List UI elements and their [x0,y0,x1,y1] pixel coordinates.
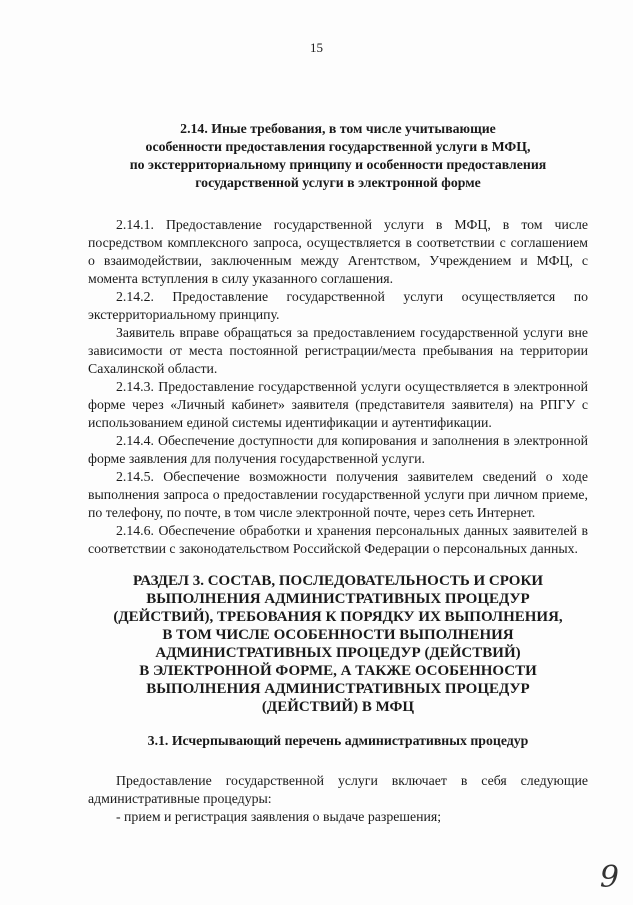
heading-line: 2.14. Иные требования, в том числе учитывающие [180,121,496,136]
section-line: РАЗДЕЛ 3. СОСТАВ, ПОСЛЕДОВАТЕЛЬНОСТЬ И СРОКИ [132,573,544,589]
paragraph: 2.14.2. Предоставление государственной услуги осуществляется по экстерриториальному принципу. [88,289,588,322]
paragraph: Предоставление государственной услуги включает в себя следующие административные процедуры: [88,773,588,806]
section-line: ВЫПОЛНЕНИЯ АДМИНИСТРАТИВНЫХ ПРОЦЕДУР [146,591,530,607]
paragraph: 2.14.3. Предоставление государственной услуги осуществляется в электронной форме через «Личный кабинет» заявителя (представителя заявителя) на РПГУ с использованием единой системы идентификации и аутентификации. [88,379,588,430]
page-number: 15 [310,40,323,55]
section-line: (ДЕЙСТВИЙ), ТРЕБОВАНИЯ К ПОРЯДКУ ИХ ВЫПОЛНЕНИЯ, [113,609,563,625]
heading-line: особенности предоставления государственной услуги в МФЦ, [145,139,531,154]
section-line: (ДЕЙСТВИЙ) В МФЦ [261,699,415,715]
section-3-title [88,572,588,716]
paragraph: Заявитель вправе обращаться за предоставлением государственной услуги вне зависимости от места постоянной регистрации/места пребывания на территории Сахалинской области. [88,325,588,376]
handwritten-page-mark: 9 [599,860,619,895]
body-text-section-3 [88,772,588,826]
subsection-heading-2-14 [88,120,588,192]
body-text [88,216,588,558]
paragraph: 2.14.1. Предоставление государственной услуги в МФЦ, в том числе посредством комплексного запроса, осуществляется в соответствии с соглашением о взаимодействии, заключенным между Агентством, Учреждением и МФЦ, с момента вступления в силу указанного соглашения. [88,217,588,286]
section-line: АДМИНИСТРАТИВНЫХ ПРОЦЕДУР (ДЕЙСТВИЙ) [155,645,521,661]
subsection-3-1-title: 3.1. Исчерпывающий перечень административных процедур [147,733,529,748]
section-line: В ЭЛЕКТРОННОЙ ФОРМЕ, А ТАКЖЕ ОСОБЕННОСТИ [139,663,537,679]
list-item: - прием и регистрация заявления о выдаче разрешения; [116,809,442,824]
section-line: В ТОМ ЧИСЛЕ ОСОБЕННОСТИ ВЫПОЛНЕНИЯ [162,627,514,643]
section-line: ВЫПОЛНЕНИЯ АДМИНИСТРАТИВНЫХ ПРОЦЕДУР [146,681,530,697]
paragraph: 2.14.6. Обеспечение обработки и хранения персональных данных заявителей в соответствии с законодательством Российской Федерации о персональных данных. [88,523,588,556]
heading-line: государственной услуги в электронной форме [195,175,481,190]
heading-line: по экстерриториальному принципу и особенности предоставления [129,157,547,172]
paragraph: 2.14.5. Обеспечение возможности получения заявителем сведений о ходе выполнения запроса о предоставлении государственной услуги при личном приеме, по телефону, по почте, в том числе электронной почте, через сеть Интернет. [88,469,588,520]
document-content [88,120,588,826]
paragraph: 2.14.4. Обеспечение доступности для копирования и заполнения в электронной форме заявления для получения государственной услуги. [88,433,588,466]
